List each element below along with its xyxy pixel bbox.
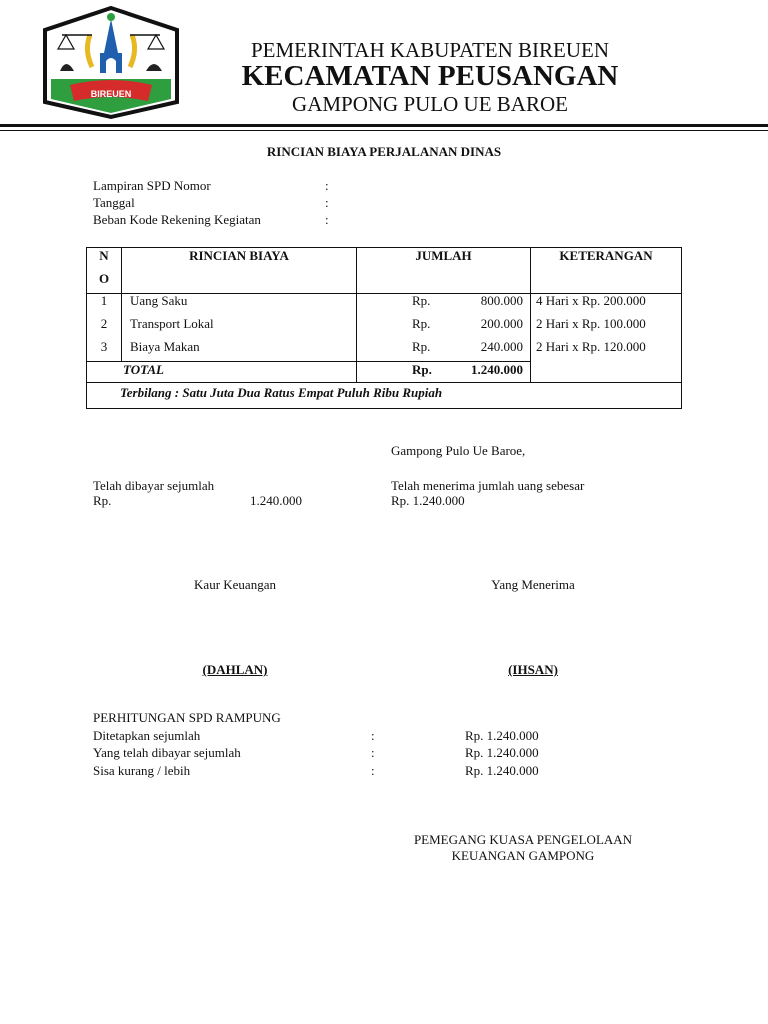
total-currency: Rp.: [412, 362, 432, 377]
received-label: Telah menerima jumlah uang sebesar: [391, 478, 585, 493]
signature-role-left: Kaur Keuangan: [194, 577, 276, 592]
row-currency: Rp.: [412, 316, 431, 331]
row-keterangan: 2 Hari x Rp. 100.000: [536, 316, 646, 331]
total-amount: 1.240.000: [471, 362, 523, 377]
row-keterangan: 4 Hari x Rp. 200.000: [536, 293, 646, 308]
paid-amount: 1.240.000: [250, 493, 302, 508]
signature-name-right: (IHSAN): [508, 662, 558, 677]
header-village: GAMPONG PULO UE BAROE: [292, 92, 568, 116]
bireuen-emblem-logo: [40, 5, 182, 120]
header-rincian: RINCIAN BIAYA: [189, 248, 289, 263]
info-sep: :: [325, 195, 329, 210]
signature-name-left: (DAHLAN): [202, 662, 268, 677]
info-label-spd-number: Lampiran SPD Nomor: [93, 178, 211, 193]
row-amount: 240.000: [480, 339, 523, 354]
rampung-sep: :: [371, 763, 375, 778]
amount-in-words: Terbilang : Satu Juta Dua Ratus Empat Puluh Ribu Rupiah: [120, 385, 443, 400]
row-currency: Rp.: [412, 293, 431, 308]
rampung-label: Yang telah dibayar sejumlah: [93, 745, 241, 760]
rampung-value: Rp. 1.240.000: [465, 745, 539, 760]
row-rincian: Biaya Makan: [130, 339, 200, 354]
info-label-date: Tanggal: [93, 195, 135, 210]
header-district: KECAMATAN PEUSANGAN: [241, 60, 619, 92]
row-no: 2: [100, 316, 108, 331]
row-rincian: Uang Saku: [130, 293, 188, 308]
document-title: RINCIAN BIAYA PERJALANAN DINAS: [266, 144, 502, 159]
row-amount: 800.000: [480, 293, 523, 308]
header-rule-thin: [0, 130, 768, 131]
cost-table: [86, 247, 682, 409]
rampung-heading: PERHITUNGAN SPD RAMPUNG: [93, 710, 281, 725]
row-currency: Rp.: [412, 339, 431, 354]
header-keterangan: KETERANGAN: [559, 248, 653, 263]
header-rule-thick: [0, 124, 768, 127]
rampung-sep: :: [371, 728, 375, 743]
signature-role-right: Yang Menerima: [491, 577, 575, 592]
row-amount: 200.000: [480, 316, 523, 331]
rampung-value: Rp. 1.240.000: [465, 728, 539, 743]
rampung-sep: :: [371, 745, 375, 760]
place-date: Gampong Pulo Ue Baroe,: [391, 443, 526, 458]
rampung-value: Rp. 1.240.000: [465, 763, 539, 778]
header-no-top: N: [99, 248, 109, 263]
footer-title-line1: PEMEGANG KUASA PENGELOLAAN: [413, 832, 633, 847]
footer-title-line2: KEUANGAN GAMPONG: [451, 848, 595, 863]
info-sep: :: [325, 212, 329, 227]
row-rincian: Transport Lokal: [130, 316, 214, 331]
row-keterangan: 2 Hari x Rp. 120.000: [536, 339, 646, 354]
header-no-bottom: O: [98, 271, 110, 286]
paid-currency: Rp.: [93, 493, 112, 508]
info-sep: :: [325, 178, 329, 193]
row-no: 1: [100, 293, 108, 308]
header-government: PEMERINTAH KABUPATEN BIREUEN: [250, 38, 610, 62]
logo-banner-text: BIREUEN: [90, 89, 132, 99]
total-label: TOTAL: [123, 362, 164, 377]
info-label-account-code: Beban Kode Rekening Kegiatan: [93, 212, 261, 227]
received-amount: Rp. 1.240.000: [391, 493, 465, 508]
row-no: 3: [100, 339, 108, 354]
header-jumlah: JUMLAH: [415, 248, 472, 263]
rampung-label: Ditetapkan sejumlah: [93, 728, 201, 743]
paid-label: Telah dibayar sejumlah: [93, 478, 215, 493]
rampung-label: Sisa kurang / lebih: [93, 763, 191, 778]
